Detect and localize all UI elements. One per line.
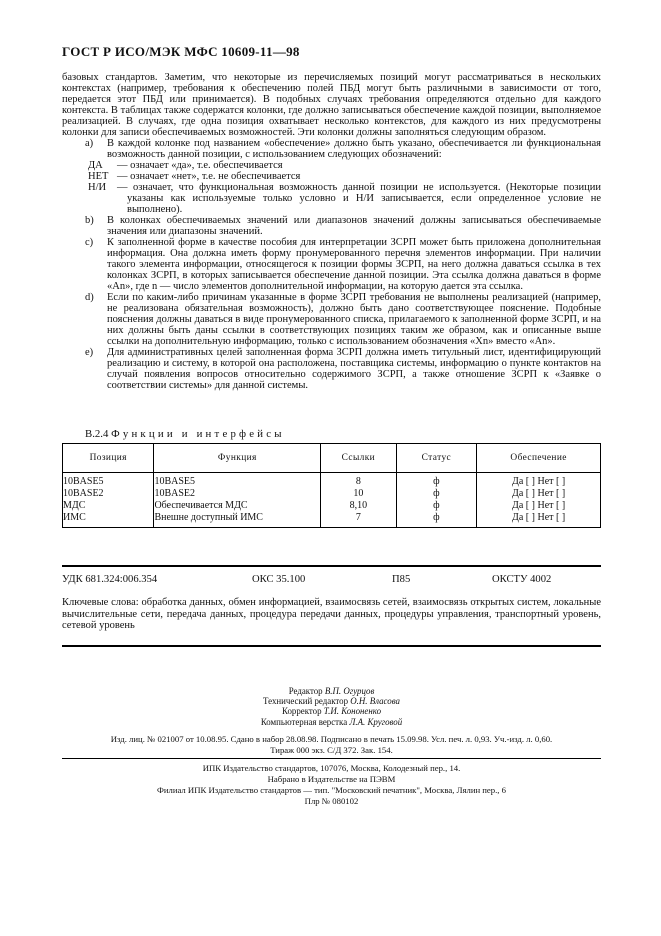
- table-row: [63, 500, 601, 512]
- cell-support-checkboxes: Да [ ] Нет [ ]: [477, 512, 601, 528]
- cell-function: Обеспечивается МДС: [154, 500, 321, 512]
- list-item-text: В колонках обеспечиваемых значений или диапазонов значений должны записываться обеспечиваемые значения или диапазоны значений.: [107, 215, 601, 237]
- list-item-c: [62, 237, 601, 292]
- table-header-row: [63, 444, 601, 473]
- list-item-label: d): [85, 292, 94, 303]
- publisher-line: ИПК Издательство стандартов, 107076, Москва, Колодезный пер., 14.: [202, 763, 461, 773]
- page-title: ГОСТ Р ИСО/МЭК МФС 10609-11—98: [62, 44, 300, 59]
- credit-line: [62, 686, 601, 696]
- publisher-line: Плр № 080102: [304, 795, 359, 806]
- cell-support-checkboxes: Да [ ] Нет [ ]: [477, 488, 601, 500]
- definition-net: [62, 171, 601, 182]
- oks-code: ОКС 35.100: [252, 574, 306, 585]
- credit-role: Технический редактор: [263, 696, 349, 707]
- table-row: [63, 512, 601, 528]
- table-row: [63, 488, 601, 500]
- functions-table: [62, 443, 601, 528]
- list-item-a: [62, 138, 601, 160]
- list-item-text: В каждой колонке под названием «обеспечение» должно быть указано, обеспечивается ли функциональная возможность данной позиции, с использованием следующих обозначений:: [107, 138, 601, 160]
- list-item-d: [62, 292, 601, 347]
- cell-refs: 10: [321, 488, 396, 500]
- list-item-text: Для административных целей заполненная форма ЗСРП должна иметь титульный лист, идентифицирующий реализацию и систему, в которой она расположена, поставщика системы, информацию о пункте контактов на случай появления вопросов относительно содержимого ЗСРП, а также отношение ЗСРП к «Заявке о соответствии системы» для данной системы.: [107, 347, 601, 391]
- imprint-line: Тираж 000 экз. С/Д 372. Зак. 154.: [270, 744, 393, 755]
- credits-block: [62, 686, 601, 727]
- col-header-status: Статус: [396, 444, 477, 473]
- publisher-block: [62, 763, 601, 807]
- definition-text: — означает «нет», т.е. не обеспечивается: [117, 171, 301, 182]
- divider-rule: [62, 645, 601, 647]
- credit-line: [62, 706, 601, 716]
- definition-text: — означает, что функциональная возможность данной позиции не используется. (Некоторые позиции указаны как используемые только условно и Н/И записывается, если определенное условие не выполнено).: [117, 182, 601, 215]
- list-item-label: b): [85, 215, 94, 226]
- credit-role: Редактор: [288, 686, 323, 696]
- cell-position: МДС: [63, 500, 86, 511]
- divider-rule: [62, 758, 601, 759]
- cell-support-checkboxes: Да [ ] Нет [ ]: [477, 500, 601, 512]
- credit-name: В.П. Огурцов: [324, 686, 375, 696]
- cell-function: Внешне доступный ИМС: [154, 512, 321, 528]
- section-heading: [85, 428, 285, 440]
- credit-role: Компьютерная верстка: [260, 716, 348, 727]
- keywords-paragraph: Ключевые слова: обработка данных, обмен информацией, взаимосвязь сетей, взаимосвязь открытых систем, локальные вычислительные сети, передача данных, процедура передачи данных, процедуры управления, транспортный уровень, сетевой уровень: [62, 597, 601, 631]
- col-header-function: Функция: [154, 444, 321, 473]
- col-header-refs: Ссылки: [321, 444, 396, 473]
- section-title: Функции и интерфейсы: [111, 428, 285, 440]
- okstu-code: ОКСТУ 4002: [492, 574, 552, 585]
- cell-function: 10BASE5: [154, 473, 321, 489]
- credit-line: [62, 717, 601, 727]
- publisher-line: Филиал ИПК Издательство стандартов — тип. "Московский печатник", Москва, Лялин пер., 6: [157, 784, 506, 795]
- cell-status: ф: [396, 500, 477, 512]
- cell-position: 10BASE5: [63, 476, 104, 487]
- list-item-label: a): [85, 138, 94, 149]
- imprint-line: Изд. лиц. № 021007 от 10.08.95. Сдано в набор 28.08.98. Подписано в печать 15.09.98. Усл. печ. л. 0,93. Уч.-изд. л. 0,60.: [110, 734, 553, 744]
- index-code: П85: [392, 574, 411, 585]
- functions-table-wrapper: [62, 443, 601, 528]
- main-text: [62, 72, 601, 391]
- imprint-block: [52, 734, 611, 755]
- credit-name: Л.А. Круговой: [349, 716, 403, 727]
- table-row: [63, 473, 601, 489]
- list-item-e: [62, 347, 601, 391]
- definition-term: НЕТ: [88, 171, 109, 182]
- cell-status: ф: [396, 512, 477, 528]
- credit-line: [62, 696, 601, 706]
- credit-name: О.Н. Власова: [350, 696, 400, 707]
- list-item-text: К заполненной форме в качестве пособия для интерпретации ЗСРП может быть приложена дополнительная информация. Она должна иметь форму пронумерованного перечня элементов информации. При наличии такого элемента информации, относящегося к позиции формы ЗСРП, на него должна даваться ссылка в тех колонках ЗСРП, в которых записывается обеспечение данной позиции. Эта ссылка должна даваться в форме «Аn», где n — число элементов дополнительной информации, на которую дается эта ссылка.: [107, 237, 601, 292]
- section-number: В.2.4: [85, 428, 109, 440]
- col-header-support: Обеспечение: [477, 444, 601, 473]
- cell-status: ф: [396, 488, 477, 500]
- definition-text: — означает «да», т.е. обеспечивается: [117, 160, 283, 171]
- cell-position: ИМС: [63, 512, 86, 523]
- cell-refs: 8: [321, 473, 396, 489]
- definition-term: Н/И: [88, 182, 107, 193]
- credit-name: Т.И. Кононенко: [323, 706, 382, 717]
- cell-function: 10BASE2: [154, 488, 321, 500]
- definition-da: [62, 160, 601, 171]
- cell-status: ф: [396, 473, 477, 489]
- udk-code: УДК 681.324:006.354: [62, 574, 158, 585]
- credit-role: Корректор: [281, 706, 322, 717]
- list-item-b: [62, 215, 601, 237]
- classification-row: [62, 574, 601, 588]
- col-header-position: Позиция: [63, 444, 154, 473]
- publisher-line: Набрано в Издательстве на ПЭВМ: [267, 773, 396, 784]
- cell-refs: 8,10: [321, 500, 396, 512]
- definition-ni: [62, 182, 601, 215]
- definition-term: ДА: [88, 160, 103, 171]
- cell-position: 10BASE2: [63, 488, 104, 499]
- list-item-label: e): [85, 347, 94, 358]
- cell-refs: 7: [321, 512, 396, 528]
- list-item-text: Если по каким-либо причинам указанные в форме ЗСРП требования не выполнены реализацией (например, не реализована обязательная возможность), должно быть дано соответствующее пояснение. Подобные пояснения должны даваться в виде пронумерованного списка, прилагаемого к заполненной форме ЗСРП, и на них должны быть даны ссылки в соответствующих позициях таким же образом, как и описанные выше ссылки на дополнительную информацию, только с использованием обозначения «Хn» вместо «Аn».: [107, 292, 601, 347]
- list-item-label: c): [85, 237, 94, 248]
- divider-rule: [62, 565, 601, 567]
- cell-support-checkboxes: Да [ ] Нет [ ]: [477, 473, 601, 489]
- intro-paragraph: базовых стандартов. Заметим, что некоторые из перечисляемых позиций могут рассматриваться в нескольких контекстах (например, требования к обеспечению полей ПБД могут быть различными в зависимости от того, передается этот ПБД или принимается). В подобных случаях требования определяются отдельно для каждого контекста. В таблицах также содержатся колонки, где должно записываться обеспечение каждой позиции, выполняемое реализацией. В случаях, где одна позиция охватывает несколько контекстов, для каждого из них предусмотрены колонки для записи обеспечиваемых возможностей. Эти колонки должны заполняться следующим образом.: [62, 72, 601, 138]
